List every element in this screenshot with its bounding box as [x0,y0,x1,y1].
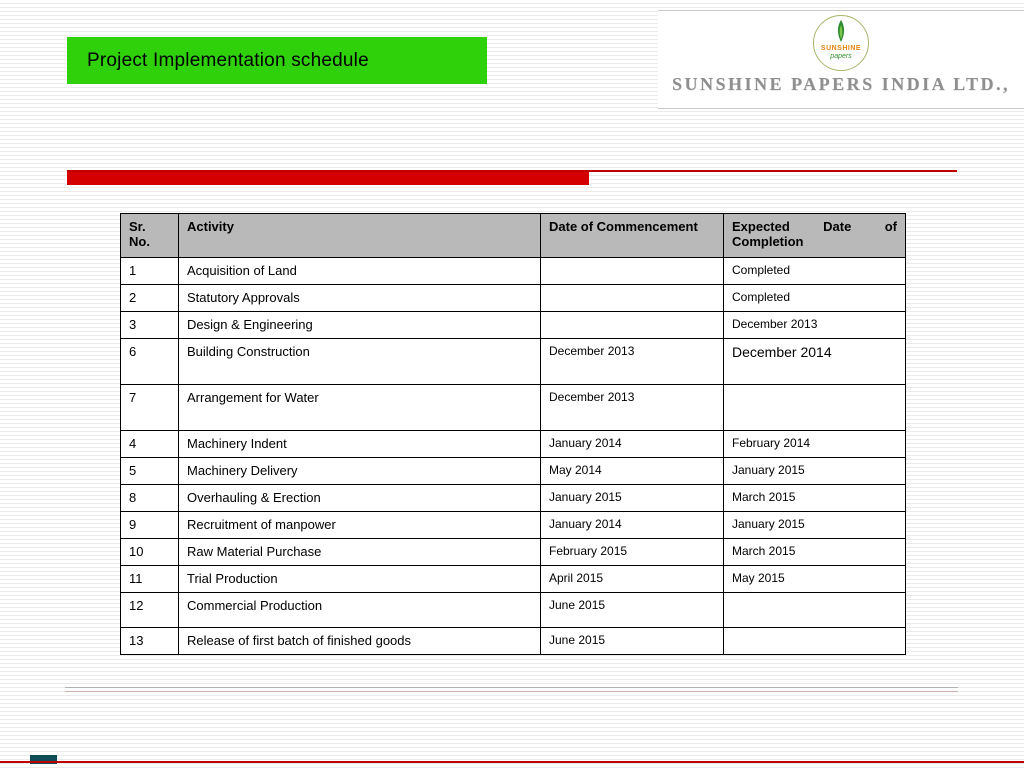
cell-activity: Arrangement for Water [179,385,541,431]
cell-completion [724,385,906,431]
cell-activity: Release of first batch of finished goods [179,628,541,655]
footer-divider-line-secondary [65,691,958,692]
table-row [121,431,906,458]
red-divider-bar [67,172,589,185]
logo-brand-bottom: papers [830,53,852,60]
cell-activity: Overhauling & Erection [179,485,541,512]
column-header-completion: Expected Date of Completion [724,214,906,258]
column-header-activity: Activity [179,214,541,258]
footer-divider-line [65,687,958,688]
table-row [121,485,906,512]
cell-activity: Commercial Production [179,593,541,628]
sunshine-logo-icon [813,15,869,71]
schedule-table-container [120,213,905,655]
schedule-table [120,213,906,655]
cell-sr-no: 5 [121,458,179,485]
cell-commencement [541,312,724,339]
table-row [121,458,906,485]
cell-commencement: January 2014 [541,431,724,458]
cell-completion: March 2015 [724,485,906,512]
cell-completion: January 2015 [724,458,906,485]
cell-sr-no: 10 [121,539,179,566]
cell-sr-no: 9 [121,512,179,539]
leaf-flame-icon [829,19,853,45]
cell-completion [724,593,906,628]
cell-completion [724,628,906,655]
cell-sr-no: 3 [121,312,179,339]
cell-sr-no: 6 [121,339,179,385]
cell-commencement [541,285,724,312]
table-row [121,258,906,285]
column-header-sr-no: Sr. No. [121,214,179,258]
table-row [121,628,906,655]
cell-completion: May 2015 [724,566,906,593]
table-row [121,312,906,339]
cell-sr-no: 4 [121,431,179,458]
cell-completion: December 2013 [724,312,906,339]
table-row [121,512,906,539]
cell-sr-no: 13 [121,628,179,655]
cell-commencement: December 2013 [541,385,724,431]
cell-commencement: January 2014 [541,512,724,539]
cell-activity: Design & Engineering [179,312,541,339]
cell-commencement: December 2013 [541,339,724,385]
logo-brand-top: SUNSHINE [820,45,862,52]
cell-commencement: June 2015 [541,628,724,655]
table-row [121,539,906,566]
cell-sr-no: 1 [121,258,179,285]
page-title: Project Implementation schedule [87,49,369,71]
cell-completion: December 2014 [724,339,906,385]
table-row [121,285,906,312]
cell-activity: Raw Material Purchase [179,539,541,566]
cell-completion: February 2014 [724,431,906,458]
cell-commencement: February 2015 [541,539,724,566]
cell-activity: Building Construction [179,339,541,385]
table-row [121,339,906,385]
bottom-red-line [0,761,1024,763]
cell-completion: March 2015 [724,539,906,566]
company-logo-box [658,10,1024,109]
cell-commencement: April 2015 [541,566,724,593]
cell-sr-no: 7 [121,385,179,431]
table-header-row [121,214,906,258]
cell-sr-no: 8 [121,485,179,512]
cell-activity: Acquisition of Land [179,258,541,285]
cell-sr-no: 12 [121,593,179,628]
company-name: SUNSHINE PAPERS INDIA LTD., [671,74,1011,94]
cell-commencement: May 2014 [541,458,724,485]
cell-activity: Statutory Approvals [179,285,541,312]
cell-commencement [541,258,724,285]
cell-completion: Completed [724,258,906,285]
cell-commencement: June 2015 [541,593,724,628]
cell-activity: Trial Production [179,566,541,593]
table-row [121,593,906,628]
cell-activity: Recruitment of manpower [179,512,541,539]
cell-completion: Completed [724,285,906,312]
cell-sr-no: 2 [121,285,179,312]
cell-activity: Machinery Indent [179,431,541,458]
cell-commencement: January 2015 [541,485,724,512]
table-row [121,385,906,431]
cell-sr-no: 11 [121,566,179,593]
column-header-commencement: Date of Commencement [541,214,724,258]
table-row [121,566,906,593]
cell-completion: January 2015 [724,512,906,539]
title-banner [67,37,487,84]
cell-activity: Machinery Delivery [179,458,541,485]
